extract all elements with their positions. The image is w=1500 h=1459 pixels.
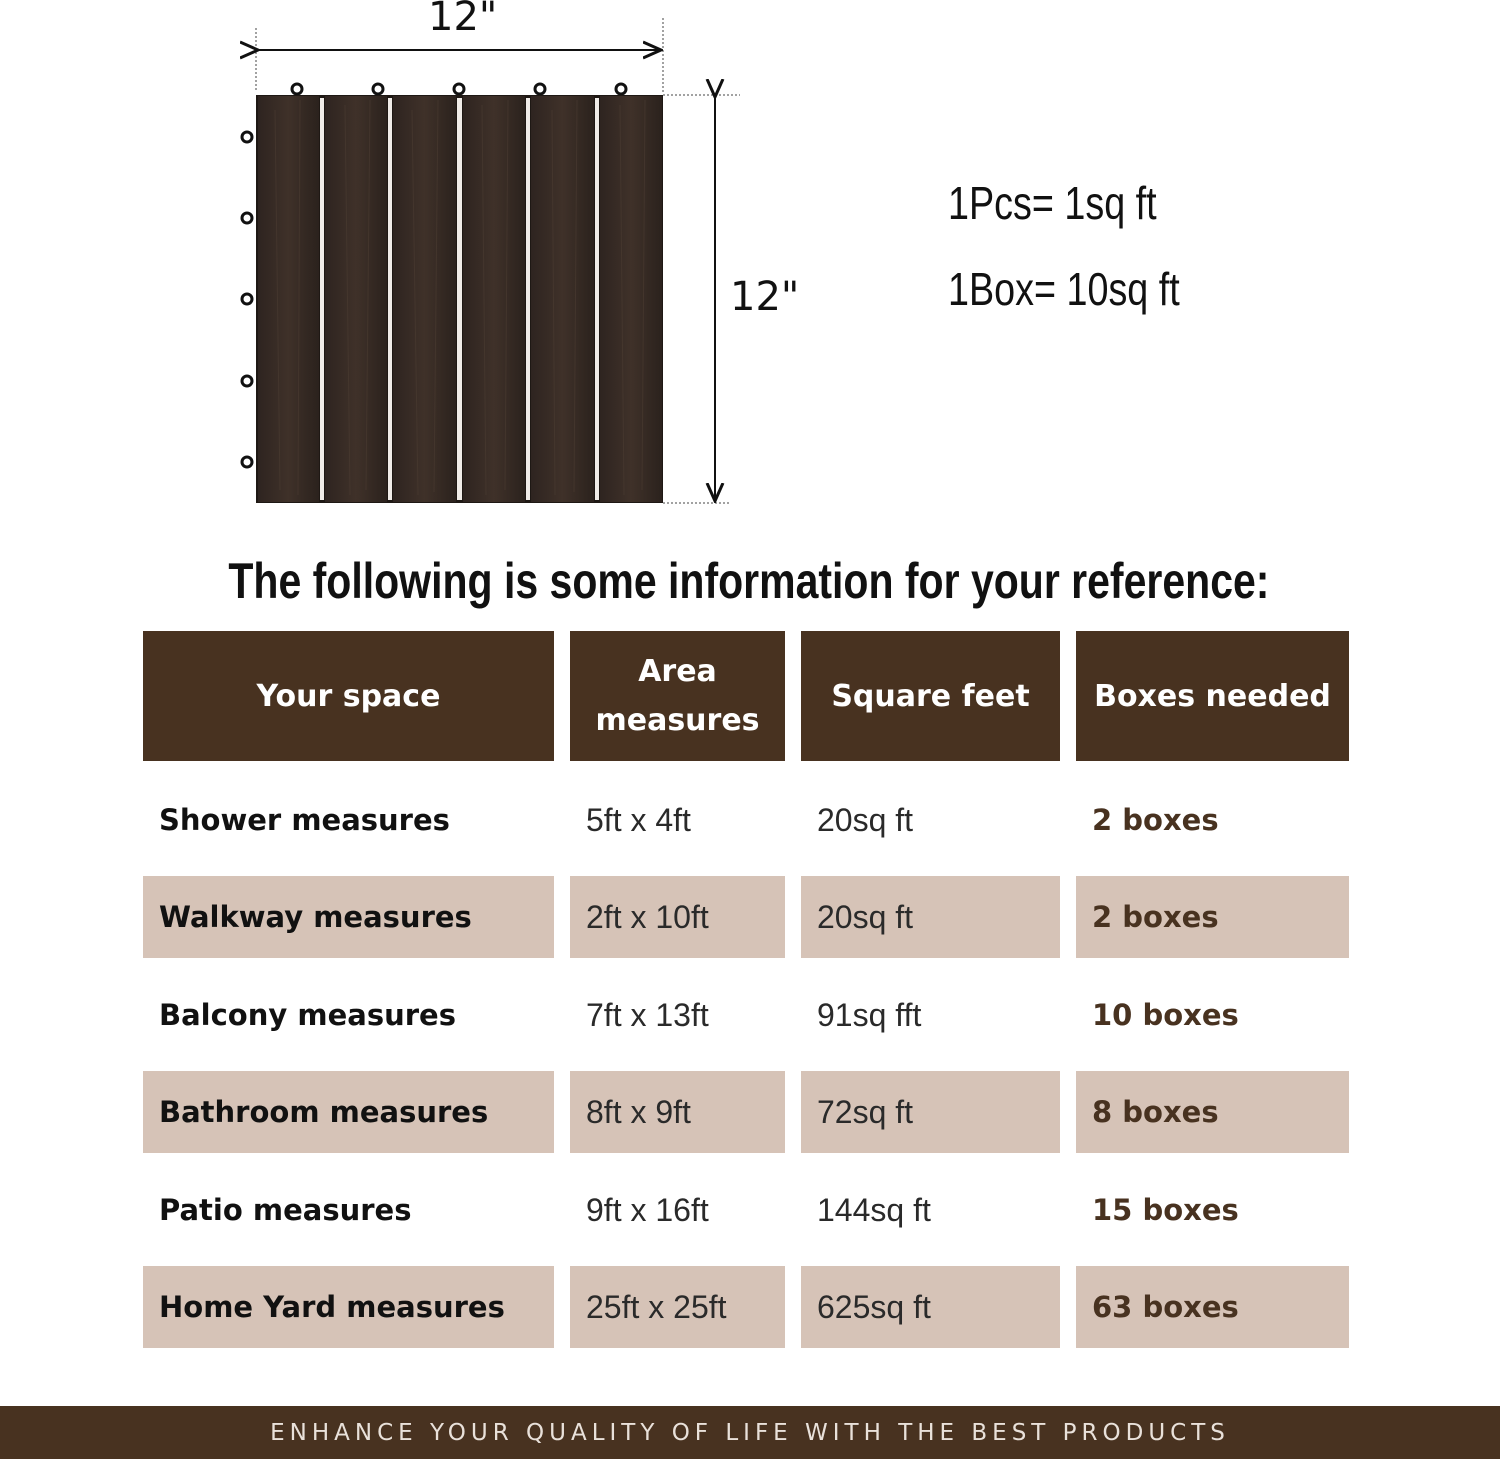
footer-tagline: ENHANCE YOUR QUALITY OF LIFE WITH THE BEST PRODUCTS (270, 1419, 1230, 1446)
table-row-boxes: 2 boxes (1076, 876, 1349, 958)
table-row-area: 25ft x 25ft (570, 1266, 785, 1348)
table-row-area: 5ft x 4ft (586, 801, 691, 838)
table-row-area: 8ft x 9ft (570, 1071, 785, 1153)
table-row-boxes: 10 boxes (1092, 998, 1239, 1032)
tile-dimension-figure (0, 0, 820, 520)
width-dimension-label: 12" (428, 0, 498, 40)
table-row-space: Bathroom measures (143, 1071, 554, 1153)
per-piece-spec: 1Pcs= 1sq ft (948, 177, 1157, 229)
table-row-sqft: 72sq ft (801, 1071, 1060, 1153)
table-row-area: 9ft x 16ft (586, 1191, 709, 1228)
header-your-space: Your space (143, 631, 554, 761)
table-row-sqft: 91sq fft (817, 996, 922, 1033)
table-row-space: Walkway measures (143, 876, 554, 958)
table-row-boxes: 15 boxes (1092, 1193, 1239, 1227)
table-row-sqft: 144sq ft (817, 1191, 931, 1228)
table-row-area: 7ft x 13ft (586, 996, 709, 1033)
header-square-feet: Square feet (801, 631, 1060, 761)
table-row-space: Balcony measures (159, 998, 456, 1032)
table-row-boxes: 63 boxes (1076, 1266, 1349, 1348)
table-row-space: Shower measures (159, 803, 450, 837)
header-boxes-needed: Boxes needed (1076, 631, 1349, 761)
table-row-sqft: 20sq ft (817, 801, 914, 838)
table-row-area: 2ft x 10ft (570, 876, 785, 958)
table-row-sqft: 20sq ft (801, 876, 1060, 958)
table-row-space: Home Yard measures (143, 1266, 554, 1348)
table-row-sqft: 625sq ft (801, 1266, 1060, 1348)
reference-heading: The following is some information for your reference: (228, 553, 1270, 609)
per-box-spec: 1Box= 10sq ft (948, 263, 1180, 315)
table-row-space: Patio measures (159, 1193, 412, 1227)
wood-deck-tile-icon (0, 0, 820, 520)
table-row-boxes: 8 boxes (1076, 1071, 1349, 1153)
footer-banner (0, 1406, 1500, 1459)
header-area-measures: Area measures (570, 631, 785, 761)
table-row-boxes: 2 boxes (1092, 803, 1219, 837)
height-dimension-label: 12" (730, 274, 800, 320)
